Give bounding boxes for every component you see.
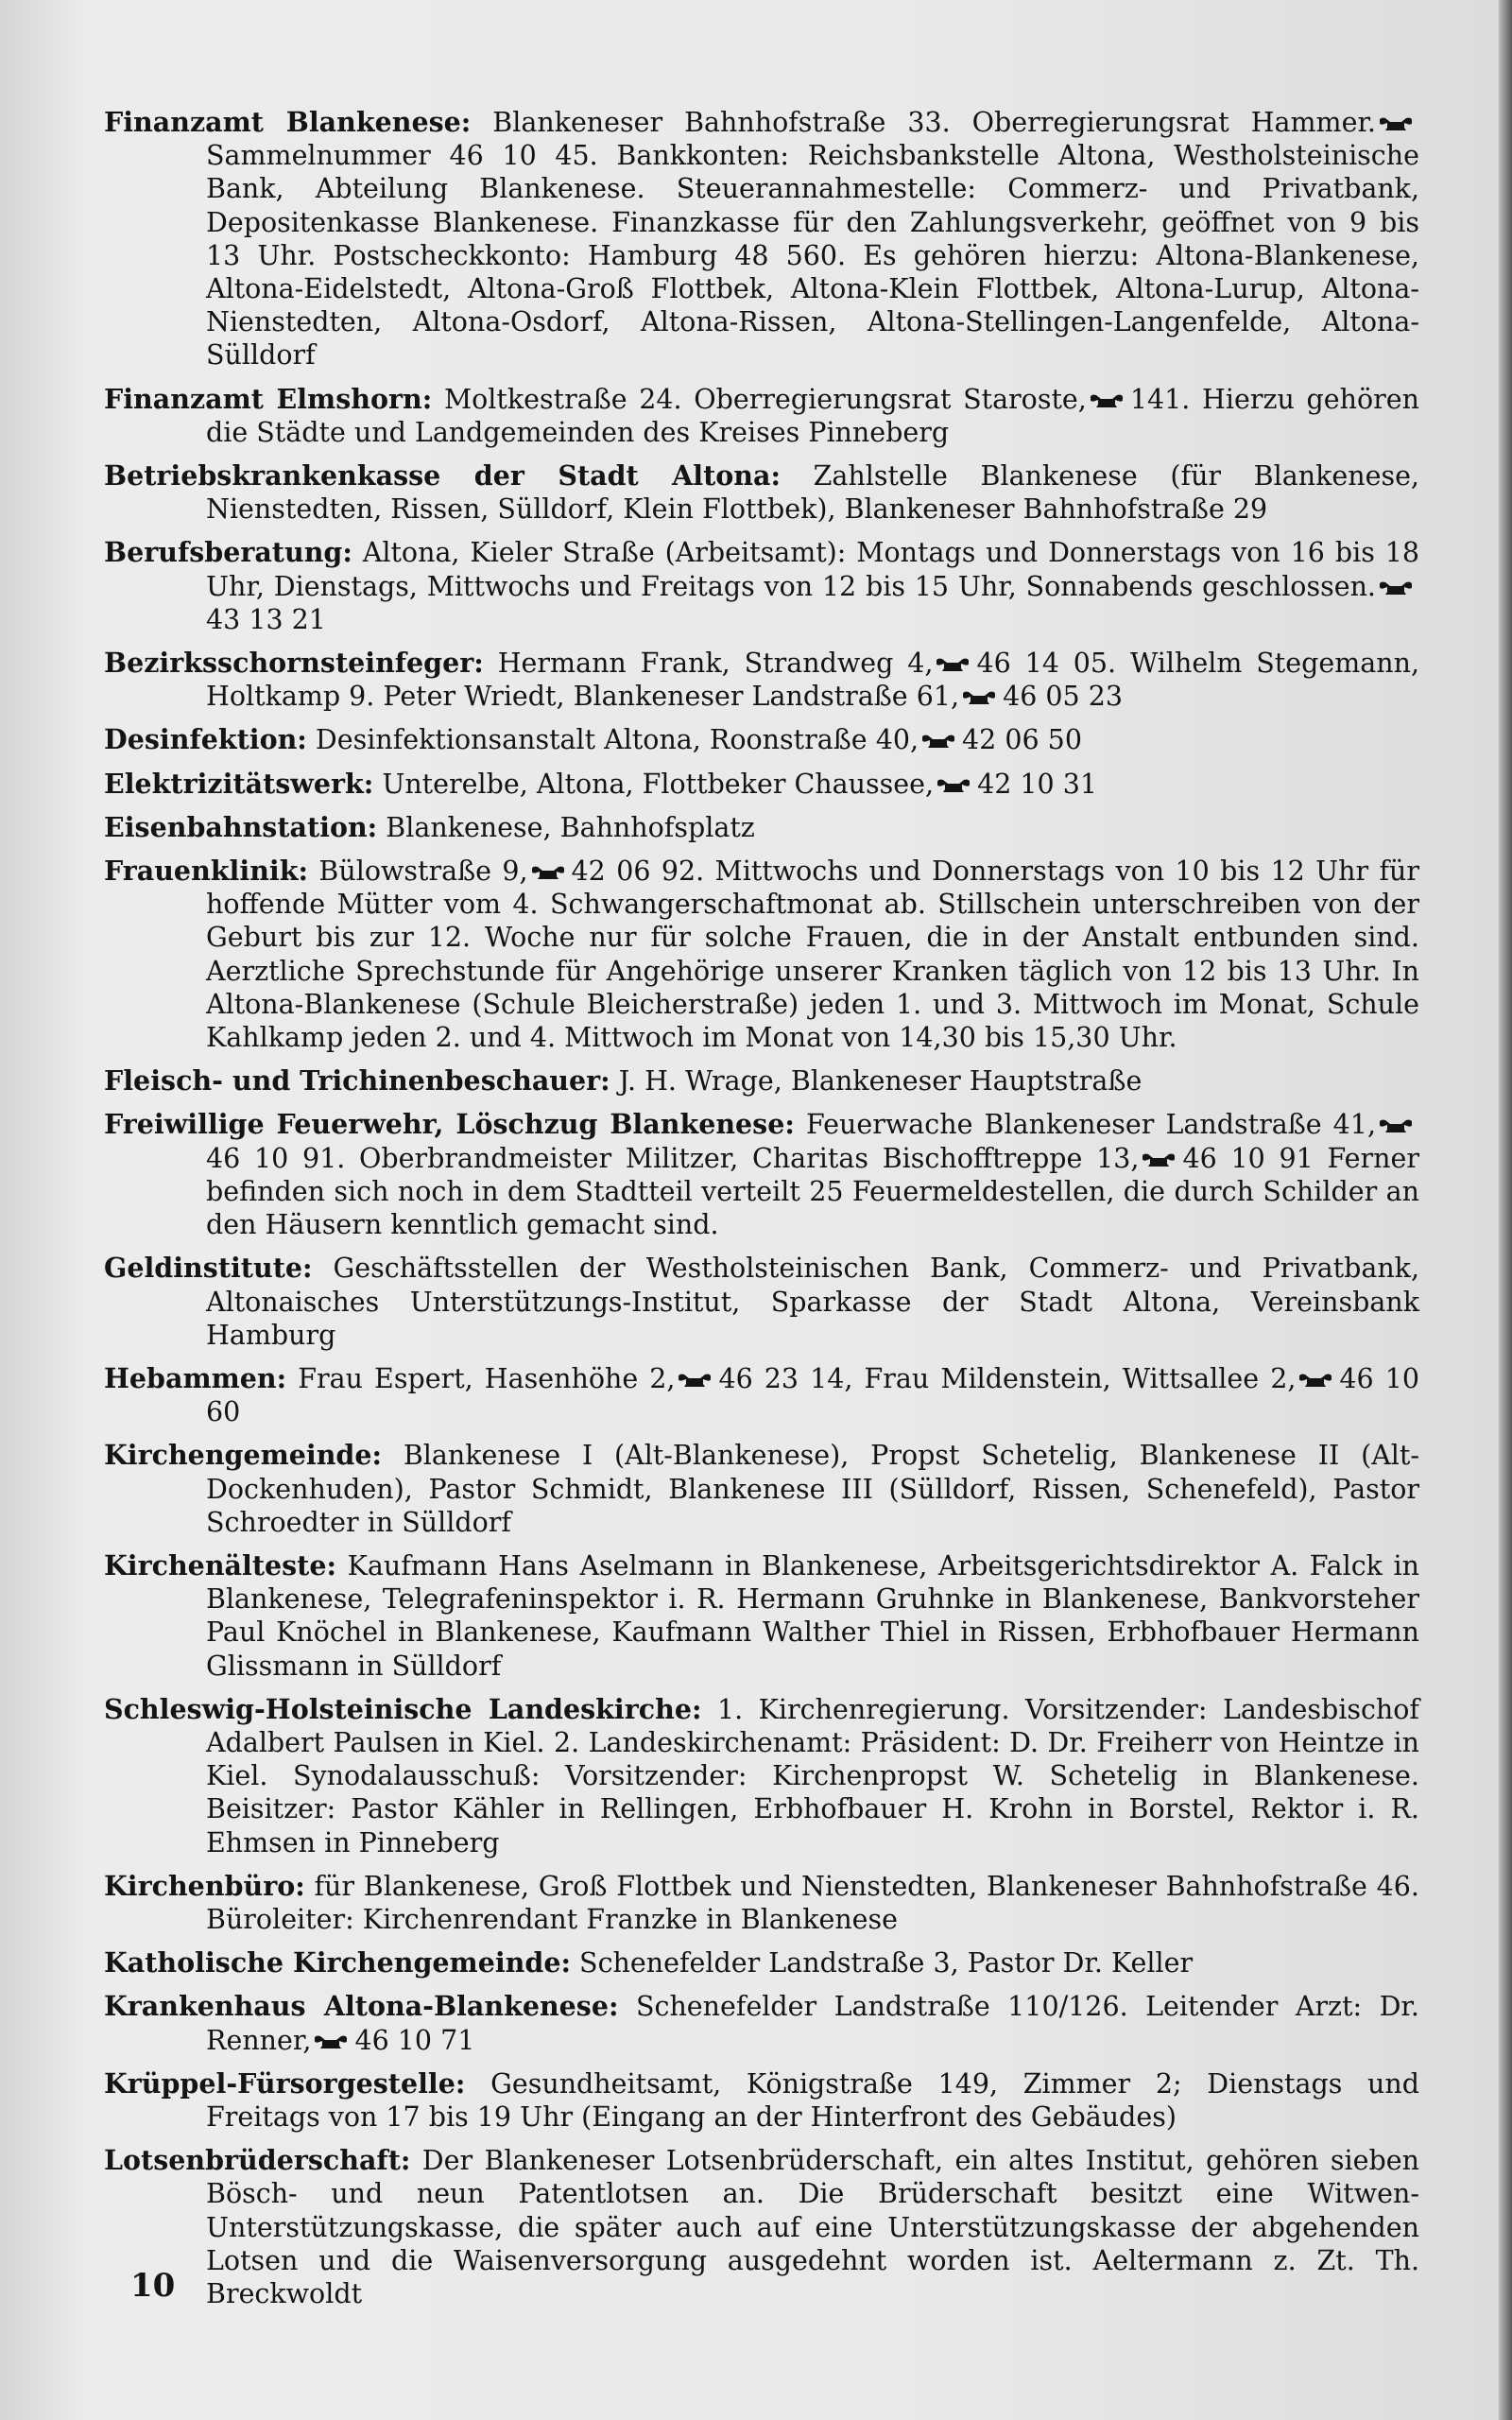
directory-entry [104,1252,1419,1352]
entry-text: Unterelbe, Altona, Flottbeker Chaussee, [382,768,935,800]
page-number: 10 [130,2267,176,2305]
entry-text: 46 10 60 [206,1362,1420,1428]
entry-text: Gesundheitsamt, Königstraße 149, Zimmer 2; Dienstags und Freitags von 17 bis 19 Uhr (Eingang an der Hinterfront des Gebäudes) [206,2067,1419,2133]
entry-text: Der Blankeneser Lotsenbrüderschaft, ein altes Institut, gehören sieben Bösch- und neun Patentlotsen an. Die Brüderschaft besitzt eine Witwen-Unterstützungskasse, die später auch auf eine Unterstützungskasse der abgehenden Lotsen und die Waisenversorgung ausgedehnt worden ist. Aeltermann z. Zt. Th. Breckwoldt [206,2145,1419,2309]
entry-text: 43 13 21 [206,603,326,635]
directory-entry [104,855,1419,1054]
directory-listing [104,106,1419,2321]
entry-term: Lotsenbrüderschaft: [104,2144,411,2177]
directory-entry [104,2144,1419,2310]
entry-text: Schenefelder Landstraße 3, Pastor Dr. Keller [579,1947,1194,1979]
entry-text: Zahlstelle Blankenese (für Blankenese, Nienstedten, Rissen, Sülldorf, Klein Flottbek), Blankeneser Bahnhofstraße 29 [206,460,1419,526]
entry-text: Blankeneser Bahnhofstraße 33. Oberregierungsrat Hammer. [492,107,1376,138]
entry-term: Kirchengemeinde: [104,1439,383,1472]
entry-term: Finanzamt Elmshorn: [104,382,433,415]
entry-text: Moltkestraße 24. Oberregierungsrat Staroste, [443,383,1087,415]
entry-text: 42 06 50 [962,724,1082,756]
entry-text: 1. Kirchenregierung. Vorsitzender: Landesbischof Adalbert Paulsen in Kiel. 2. Landeskirchenamt: Präsident: D. Dr. Freiherr von Heintze in Kiel. Synodalausschuß: Vorsitzender: Kirchenpropst W. Schetelig in Blankenese. Beisitzer: Pastor Kähler in Rellingen, Erbhofbauer H. Krohn in Borstel, Rektor i. R. Ehmsen in Pinneberg [206,1693,1419,1858]
entry-text: Blankenese I (Alt-Blankenese), Propst Schetelig, Blankenese II (Alt-Dockenhuden), Pastor Schmidt, Blankenese III (Sülldorf, Rissen, Schenefeld), Pastor Schroedter in Sülldorf [206,1440,1419,1538]
entry-term: Desinfektion: [104,723,307,756]
entry-term: Betriebskrankenkasse der Stadt Altona: [104,459,781,493]
telephone-icon [1378,581,1414,596]
entry-text: 42 10 31 [977,768,1097,800]
entry-term: Eisenbahnstation: [104,810,378,843]
directory-entry [104,1064,1419,1098]
entry-term: Bezirksschornsteinfeger: [104,647,484,680]
telephone-icon [1378,1119,1414,1134]
telephone-icon [1141,1153,1177,1168]
entry-text: 42 06 92. Mittwochs und Donnerstags von 10 bis 12 Uhr für hoffende Mütter vom 4. Schwangerschaftmonat ab. Stillschein unterschreiben von der Geburt bis zur 12. Woche nur für solche Frauen, die in der Anstalt entbunden sind. Aerztliche Sprechstunde für Angehörige unserer Kranken täglich von 12 bis 13 Uhr. In Altona-Blankenese (Schule Bleicherstraße) jeden 1. und 3. Mittwoch im Monat, Schule Kahlkamp jeden 2. und 4. Mittwoch im Monat von 14,30 bis 15,30 Uhr. [206,856,1420,1054]
directory-entry [104,536,1419,636]
entry-text: Blankenese, Bahnhofsplatz [386,811,755,843]
directory-entry [104,1439,1419,1539]
entry-term: Schleswig-Holsteinische Landeskirche: [104,1692,702,1725]
entry-text: 46 23 14, Frau Mildenstein, Wittsallee 2, [718,1362,1297,1394]
entry-text: Geschäftsstellen der Westholsteinischen Bank, Commerz- und Privatbank, Altonaisches Unterstützungs-Institut, Sparkasse der Stadt Altona, Vereinsbank Hamburg [206,1253,1419,1351]
entry-text: für Blankenese, Groß Flottbek und Nienstedten, Blankeneser Bahnhofstraße 46. Büroleiter: Kirchenrendant Franzke in Blankenese [206,1870,1419,1935]
telephone-icon [1297,1374,1333,1389]
entry-term: Elektrizitätswerk: [104,767,374,800]
telephone-icon [313,2035,349,2050]
entry-term: Kirchenälteste: [104,1548,336,1582]
entry-text: Sammelnummer 46 10 45. Bankkonten: Reichsbankstelle Altona, Westholsteinische Bank, Abteilung Blankenese. Steuerannahmestelle: Commerz- und Privatbank, Depositenkasse Blankenese. Finanzkasse für den Zahlungsverkehr, geöffnet von 9 bis 13 Uhr. Postscheckkonto: Hamburg 48 560. Es gehören hierzu: Altona-Blankenese, Altona-Eidelstedt, Altona-Groß Flottbek, Altona-Klein Flottbek, Altona-Lurup, Altona-Nienstedten, Altona-Osdorf, Altona-Rissen, Altona-Stellingen-Langenfelde, Altona-Sülldorf [206,140,1419,372]
entry-term: Berufsberatung: [104,536,352,569]
entry-text: Frau Espert, Hasenhöhe 2, [298,1362,676,1394]
directory-entry [104,1108,1419,1241]
entry-term: Frauenklinik: [104,855,309,888]
directory-entry [104,1870,1419,1936]
entry-term: Fleisch- und Trichinenbeschauer: [104,1064,610,1098]
directory-entry [104,811,1419,844]
entry-text: 46 14 05. Wilhelm Stegemann, Holtkamp 9. Peter Wriedt, Blankeneser Landstraße 61, [206,648,1420,713]
entry-term: Krüppel-Fürsorgestelle: [104,2066,466,2100]
entry-term: Krankenhaus Altona-Blankenese: [104,1990,619,2023]
directory-entry [104,1362,1419,1428]
directory-entry [104,459,1419,526]
directory-entry [104,1693,1419,1859]
telephone-icon [935,658,971,673]
telephone-icon [1089,394,1125,409]
entry-term: Hebammen: [104,1361,287,1394]
entry-text: 141. Hierzu gehören die Städte und Landgemeinden des Kreises Pinneberg [206,383,1420,448]
entry-text: Altona, Kieler Straße (Arbeitsamt): Montags und Donnerstags von 16 bis 18 Uhr, Dienstags, Mittwochs und Freitags von 12 bis 15 Uhr, Sonnabends geschlossen. [206,537,1419,602]
entry-term: Geldinstitute: [104,1252,313,1285]
directory-entry [104,647,1419,713]
entry-text: Kaufmann Hans Aselmann in Blankenese, Arbeitsgerichtsdirektor A. Falck in Blankenese, Telegrafeninspektor i. R. Hermann Gruhnke in Blankenese, Bankvorsteher Paul Knöchel in Blankenese, Kaufmann Walther Thiel in Rissen, Erbhofbauer Hermann Glissmann in Sülldorf [206,1549,1420,1682]
directory-entry [104,1946,1419,1979]
directory-entry [104,768,1419,801]
entry-text: Bülowstraße 9, [318,856,528,888]
telephone-icon [920,735,956,750]
directory-entry [104,2067,1419,2134]
telephone-icon [1378,117,1414,132]
entry-text: 46 10 91. Oberbrandmeister Militzer, Charitas Bischofftreppe 13, [206,1142,1140,1174]
entry-text: Hermann Frank, Strandweg 4, [497,648,934,680]
entry-text: 46 10 71 [354,2024,475,2056]
entry-text: Feuerwache Blankeneser Landstraße 41, [805,1109,1377,1141]
directory-entry [104,106,1419,372]
entry-term: Finanzamt Blankenese: [104,106,472,138]
directory-entry [104,723,1419,756]
telephone-icon [677,1374,713,1389]
telephone-icon [961,691,997,706]
telephone-icon [530,866,566,881]
directory-entry [104,1549,1419,1683]
directory-entry [104,1990,1419,2056]
entry-term: Kirchenbüro: [104,1869,305,1902]
entry-text: J. H. Wrage, Blankeneser Hauptstraße [618,1065,1143,1098]
entry-text: 46 05 23 [1003,681,1123,713]
entry-text: Desinfektionsanstalt Altona, Roonstraße 40, [315,724,919,756]
entry-text: 46 10 91 Ferner befinden sich noch in dem Stadtteil verteilt 25 Feuermeldestellen, die durch Schilder an den Häusern kenntlich gemacht sind. [206,1142,1419,1241]
page-edge [1499,0,1512,2420]
entry-term: Katholische Kirchengemeinde: [104,1946,571,1979]
entry-term: Freiwillige Feuerwehr, Löschzug Blankenese: [104,1108,795,1141]
entry-text: Schenefelder Landstraße 110/126. Leitender Arzt: Dr. Renner, [206,1991,1419,2056]
telephone-icon [936,779,971,794]
directory-entry [104,383,1419,449]
